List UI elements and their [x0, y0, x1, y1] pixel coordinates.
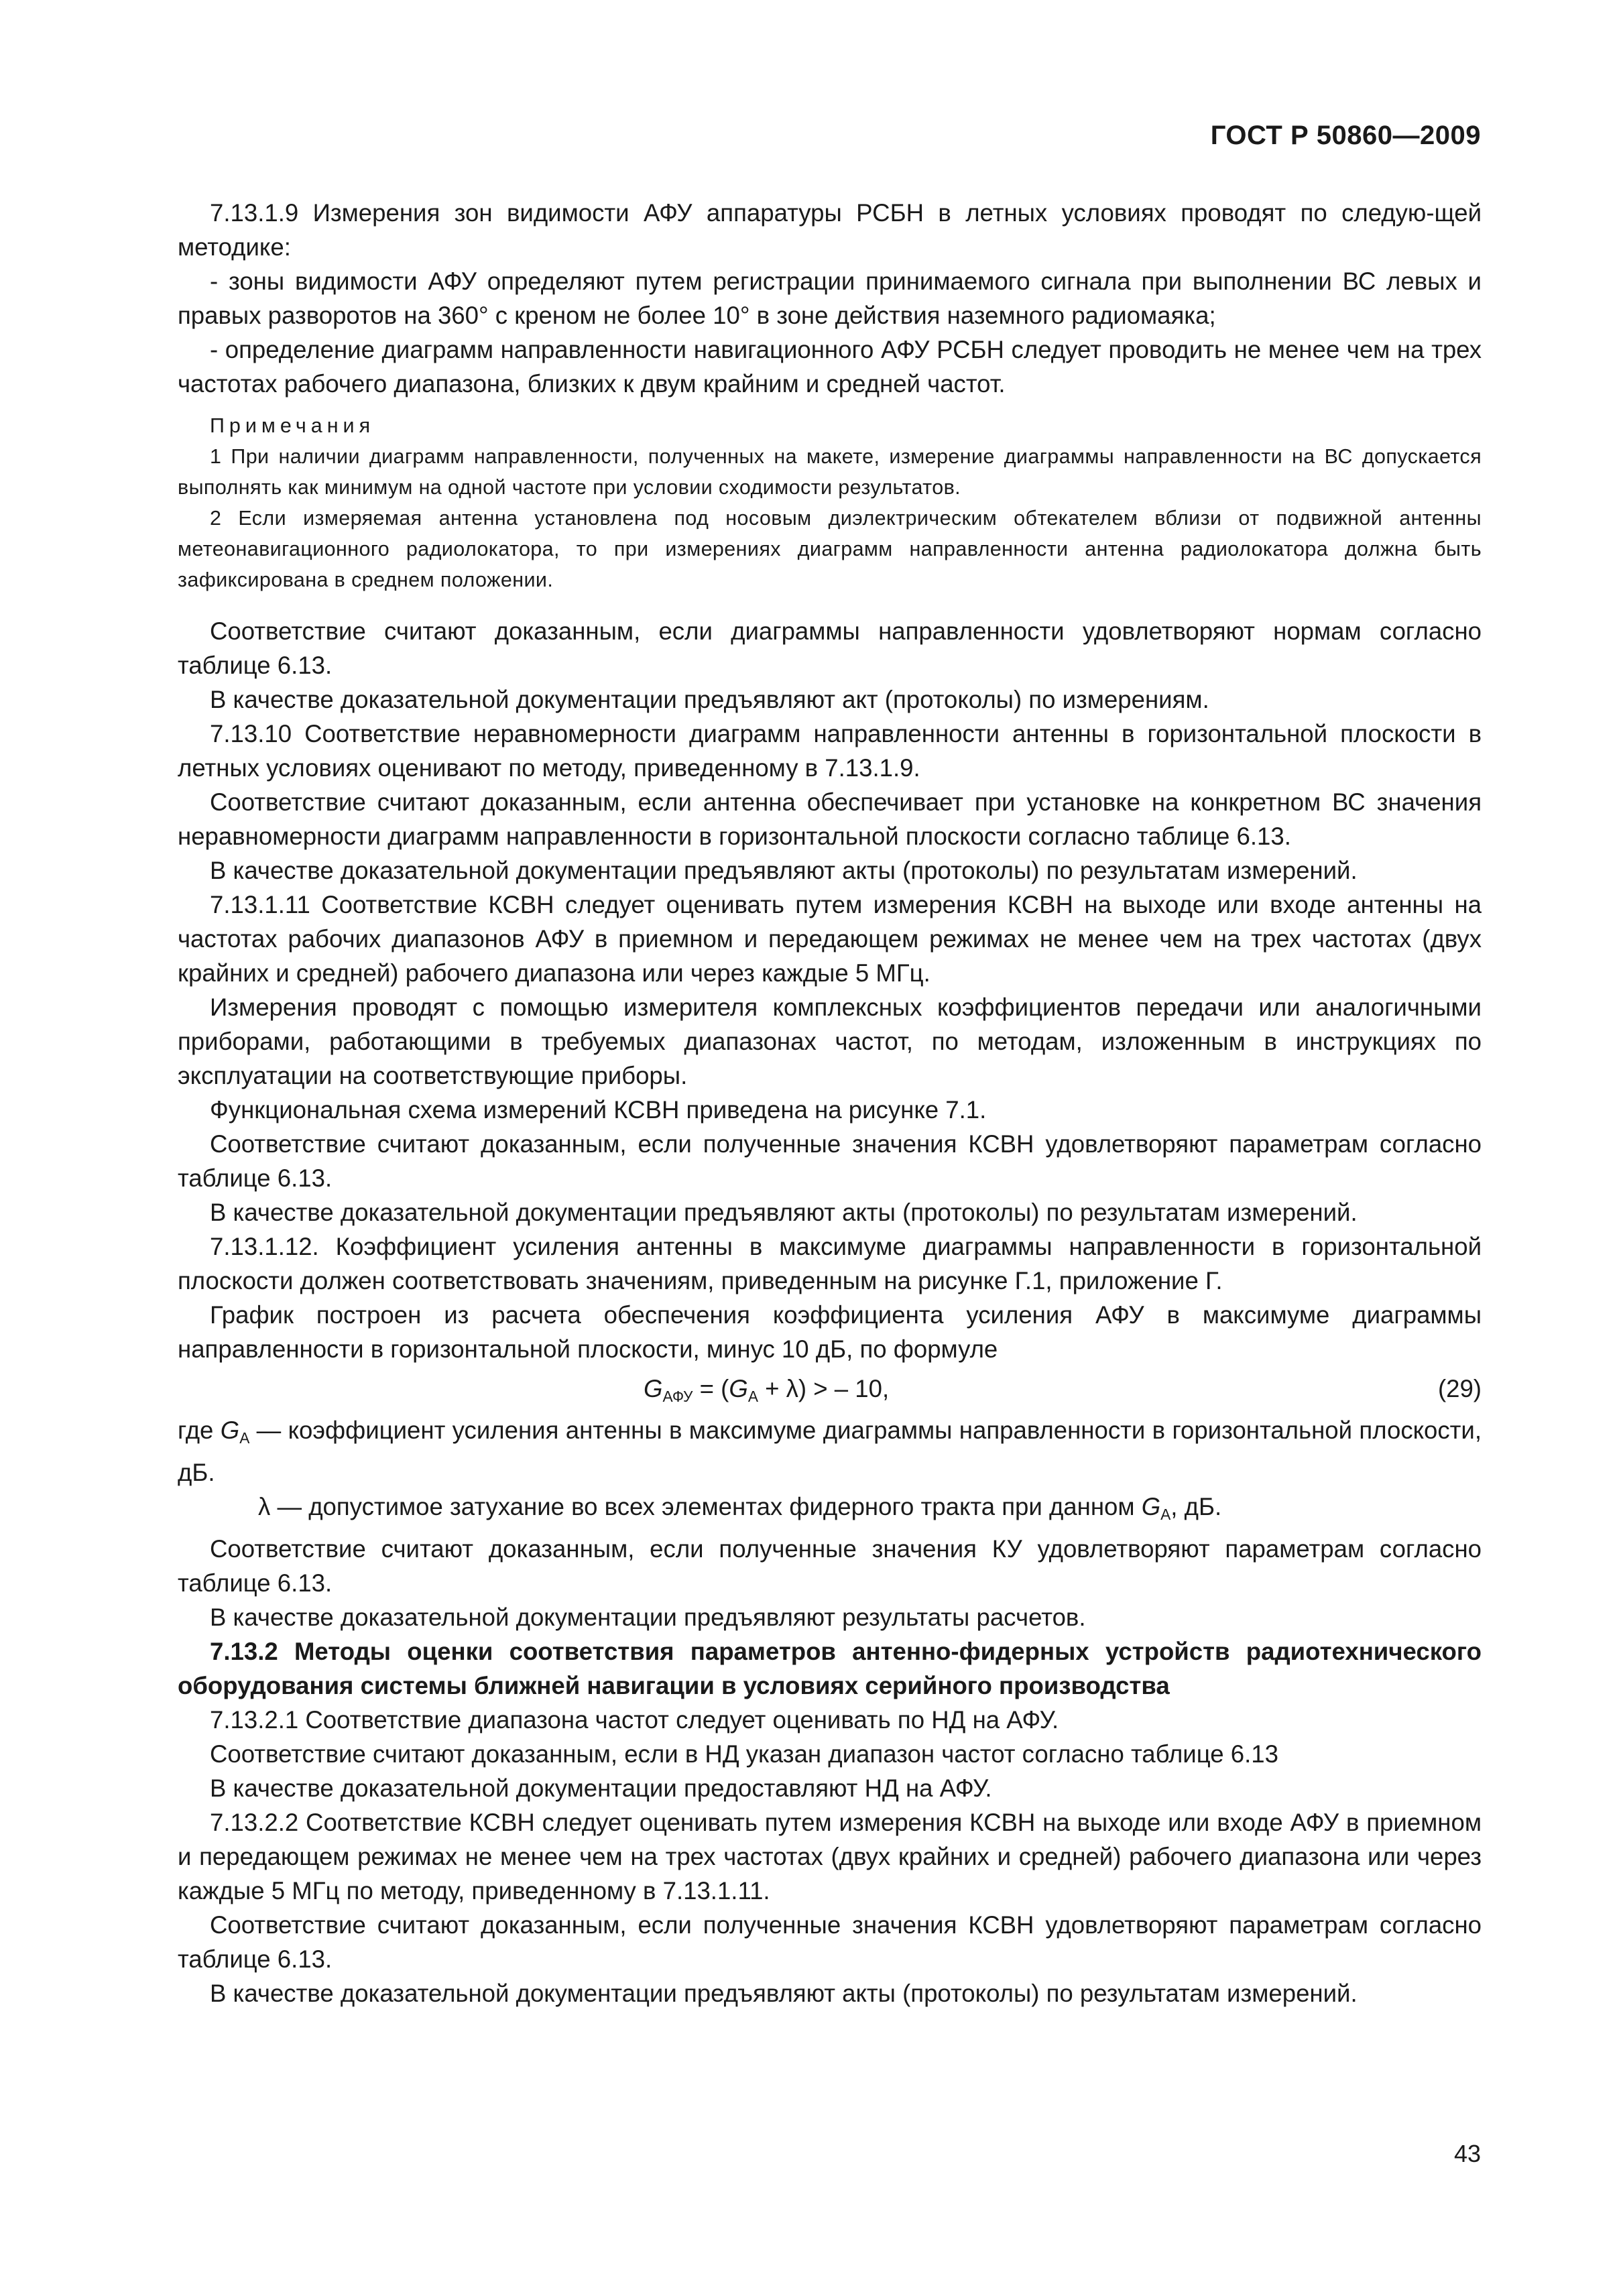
paragraph: Соответствие считают доказанным, если полученные значения КСВН удовлетворяют параметрам согласно таблице 6.13. [178, 1130, 1482, 1192]
paragraph: Соответствие считают доказанным, если полученные значения КСВН удовлетворяют параметрам согласно таблице 6.13. [178, 1911, 1482, 1973]
formula-where-1: где $G_А$ — коэффициент усиления антенны в максимуме диаграммы направленности в горизонтальной плоскости, дБ. [178, 1416, 1482, 1486]
paragraph: В качестве доказательной документации предъявляют результаты расчетов. [210, 1603, 1086, 1631]
formula-29 [178, 1369, 1482, 1409]
paragraph: - определение диаграмм направленности навигационного АФУ РСБН следует проводить не менее чем на трех частотах рабочего диапазона, близких к двум крайним и средней частот. [178, 336, 1482, 398]
paragraph: В качестве доказательной документации предъявляют акты (протоколы) по результатам измерений. [210, 857, 1358, 884]
standard-header: ГОСТ Р 50860—2009 [1210, 121, 1481, 150]
paragraph: Соответствие считают доказанным, если полученные значения КУ удовлетворяют параметрам согласно таблице 6.13. [178, 1534, 1482, 1597]
paragraph: В качестве доказательной документации предъявляют акт (протоколы) по измерениям. [210, 686, 1209, 713]
notes-block [178, 410, 1482, 595]
paragraph: Функциональная схема измерений КСВН приведена на рисунке 7.1. [210, 1096, 987, 1124]
paragraph: Соответствие считают доказанным, если в НД указан диапазон частот согласно таблице 6.13 [210, 1740, 1278, 1768]
page-number: 43 [1453, 2140, 1481, 2167]
formula-number: (29) [1437, 1375, 1482, 1402]
paragraph: В качестве доказательной документации предъявляют акты (протоколы) по результатам измерений. [210, 1979, 1358, 2007]
paragraph: В качестве доказательной документации предоставляют НД на АФУ. [210, 1774, 992, 1802]
note-2: 2 Если измеряемая антенна установлена под носовым диэлектрическим обтекателем вблизи от подвижной антенны метеонавигационного радиолокатора, то при измерениях диаграмм направленности антенна радиолокатора должна быть зафиксирована в среднем положении. [178, 507, 1482, 591]
page-content [178, 196, 1482, 2010]
paragraph: Измерения проводят с помощью измерителя комплексных коэффициентов передачи или аналогичными приборами, работающими в требуемых диапазонах частот, по методам, изложенным в инструкциях по эксплуатации на соответствующие приборы. [178, 993, 1482, 1089]
formula-expression: $G_{АФУ} = (G_А + \lambda)$ > – 10, [644, 1375, 890, 1405]
paragraph: 7.13.10 Соответствие неравномерности диаграмм направленности антенны в горизонтальной плоскости в летных условиях оценивают по методу, приведенному в 7.13.1.9. [178, 720, 1482, 782]
notes-title: Примечания [210, 414, 375, 437]
paragraph: 7.13.2.1 Соответствие диапазона частот следует оценивать по НД на АФУ. [210, 1705, 1059, 1734]
paragraph: 7.13.1.9 Измерения зон видимости АФУ аппаратуры РСБН в летных условиях проводят по следую-щей методике: [178, 199, 1482, 261]
paragraph: Соответствие считают доказанным, если антенна обеспечивает при установке на конкретном ВС значения неравномерности диаграмм направленности в горизонтальной плоскости согласно таблице 6.13. [178, 788, 1482, 850]
formula-where-2: λ — допустимое затухание во всех элементах фидерного тракта при данном $G_А$, дБ. [258, 1492, 1222, 1523]
paragraph: График построен из расчета обеспечения коэффициента усиления АФУ в максимуме диаграммы направленности в горизонтальной плоскости, минус 10 дБ, по формуле [178, 1301, 1482, 1363]
paragraph: 7.13.1.12. Коэффициент усиления антенны в максимуме диаграммы направленности в горизонтальной плоскости должен соответствовать значениям, приведенным на рисунке Г.1, приложение Г. [178, 1233, 1482, 1294]
paragraph: Соответствие считают доказанным, если диаграммы направленности удовлетворяют нормам согласно таблице 6.13. [178, 617, 1482, 679]
section-heading-7-13-2: 7.13.2 Методы оценки соответствия параметров антенно-фидерных устройств радиотехнического оборудования системы ближней навигации в условиях серийного производства [178, 1637, 1482, 1699]
paragraph: В качестве доказательной документации предъявляют акты (протоколы) по результатам измерений. [210, 1199, 1358, 1226]
paragraph: - зоны видимости АФУ определяют путем регистрации принимаемого сигнала при выполнении ВС левых и правых разворотов на 360° с креном не более 10° в зоне действия наземного радиомаяка; [178, 267, 1482, 329]
note-1: 1 При наличии диаграмм направленности, полученных на макете, измерение диаграммы направленности на ВС допускается выполнять как минимум на одной частоте при условии сходимости результатов. [178, 445, 1482, 499]
paragraph: 7.13.1.11 Соответствие КСВН следует оценивать путем измерения КСВН на выходе или входе антенны на частотах рабочих диапазонов АФУ в приемном и передающем режимах не менее чем на трех частотах (двух крайних и средней) рабочего диапазона или через каждые 5 МГц. [178, 891, 1482, 987]
paragraph: 7.13.2.2 Соответствие КСВН следует оценивать путем измерения КСВН на выходе или входе АФУ в приемном и передающем режимах не менее чем на трех частотах (двух крайних и средней) рабочего диапазона или через каждые 5 МГц по методу, приведенному в 7.13.1.11. [178, 1808, 1482, 1905]
